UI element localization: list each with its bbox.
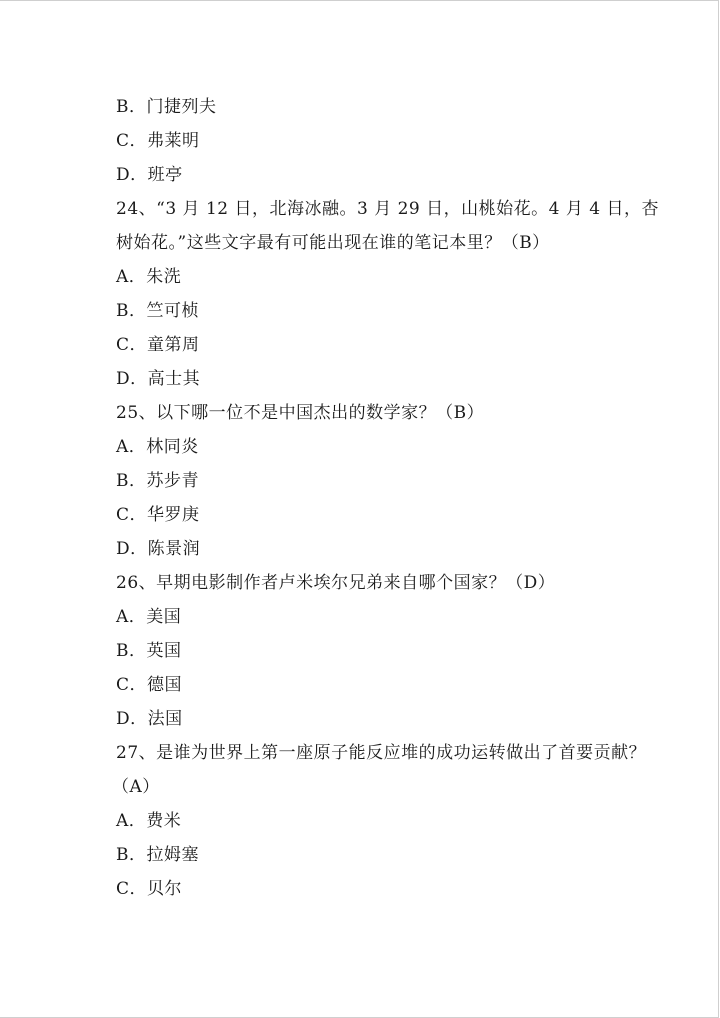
- option-b-line: B．英国: [116, 641, 182, 661]
- option-d-line: D．班亭: [116, 165, 183, 185]
- option-a-line: A．朱洗: [116, 267, 182, 287]
- option-a-line: A．费米: [116, 811, 182, 831]
- option-c-line: C．童第周: [116, 335, 200, 355]
- option-a-line: A．林同炎: [116, 437, 199, 457]
- question-24-continued: 树始花。”这些文字最有可能出现在谁的笔记本里？（B）: [116, 233, 550, 253]
- option-b-line: B．竺可桢: [116, 301, 199, 321]
- option-d-line: D．高士其: [116, 369, 201, 389]
- option-b-line: B．门捷列夫: [116, 97, 217, 117]
- option-d-line: D．陈景润: [116, 539, 201, 559]
- document-content: [112, 90, 696, 906]
- question-25: 25、以下哪一位不是中国杰出的数学家？（B）: [116, 403, 485, 423]
- question-26: 26、早期电影制作者卢米埃尔兄弟来自哪个国家？（D）: [116, 573, 556, 593]
- option-b-line: B．苏步青: [116, 471, 199, 491]
- option-c-line: C．德国: [116, 675, 183, 695]
- option-a-line: A．美国: [116, 607, 182, 627]
- question-24: 24、“3 月 12 日，北海冰融。3 月 29 日，山桃始花。4 月 4 日，杏: [116, 199, 659, 219]
- option-d-line: D．法国: [116, 709, 183, 729]
- option-c-line: C．贝尔: [116, 879, 183, 899]
- question-27: 27、是谁为世界上第一座原子能反应堆的成功运转做出了首要贡献？: [116, 743, 647, 763]
- option-b-line: B．拉姆塞: [116, 845, 199, 865]
- option-c-line: C．弗莱明: [116, 131, 200, 151]
- option-c-line: C．华罗庚: [116, 505, 200, 525]
- question-27-answer: （A）: [112, 777, 160, 797]
